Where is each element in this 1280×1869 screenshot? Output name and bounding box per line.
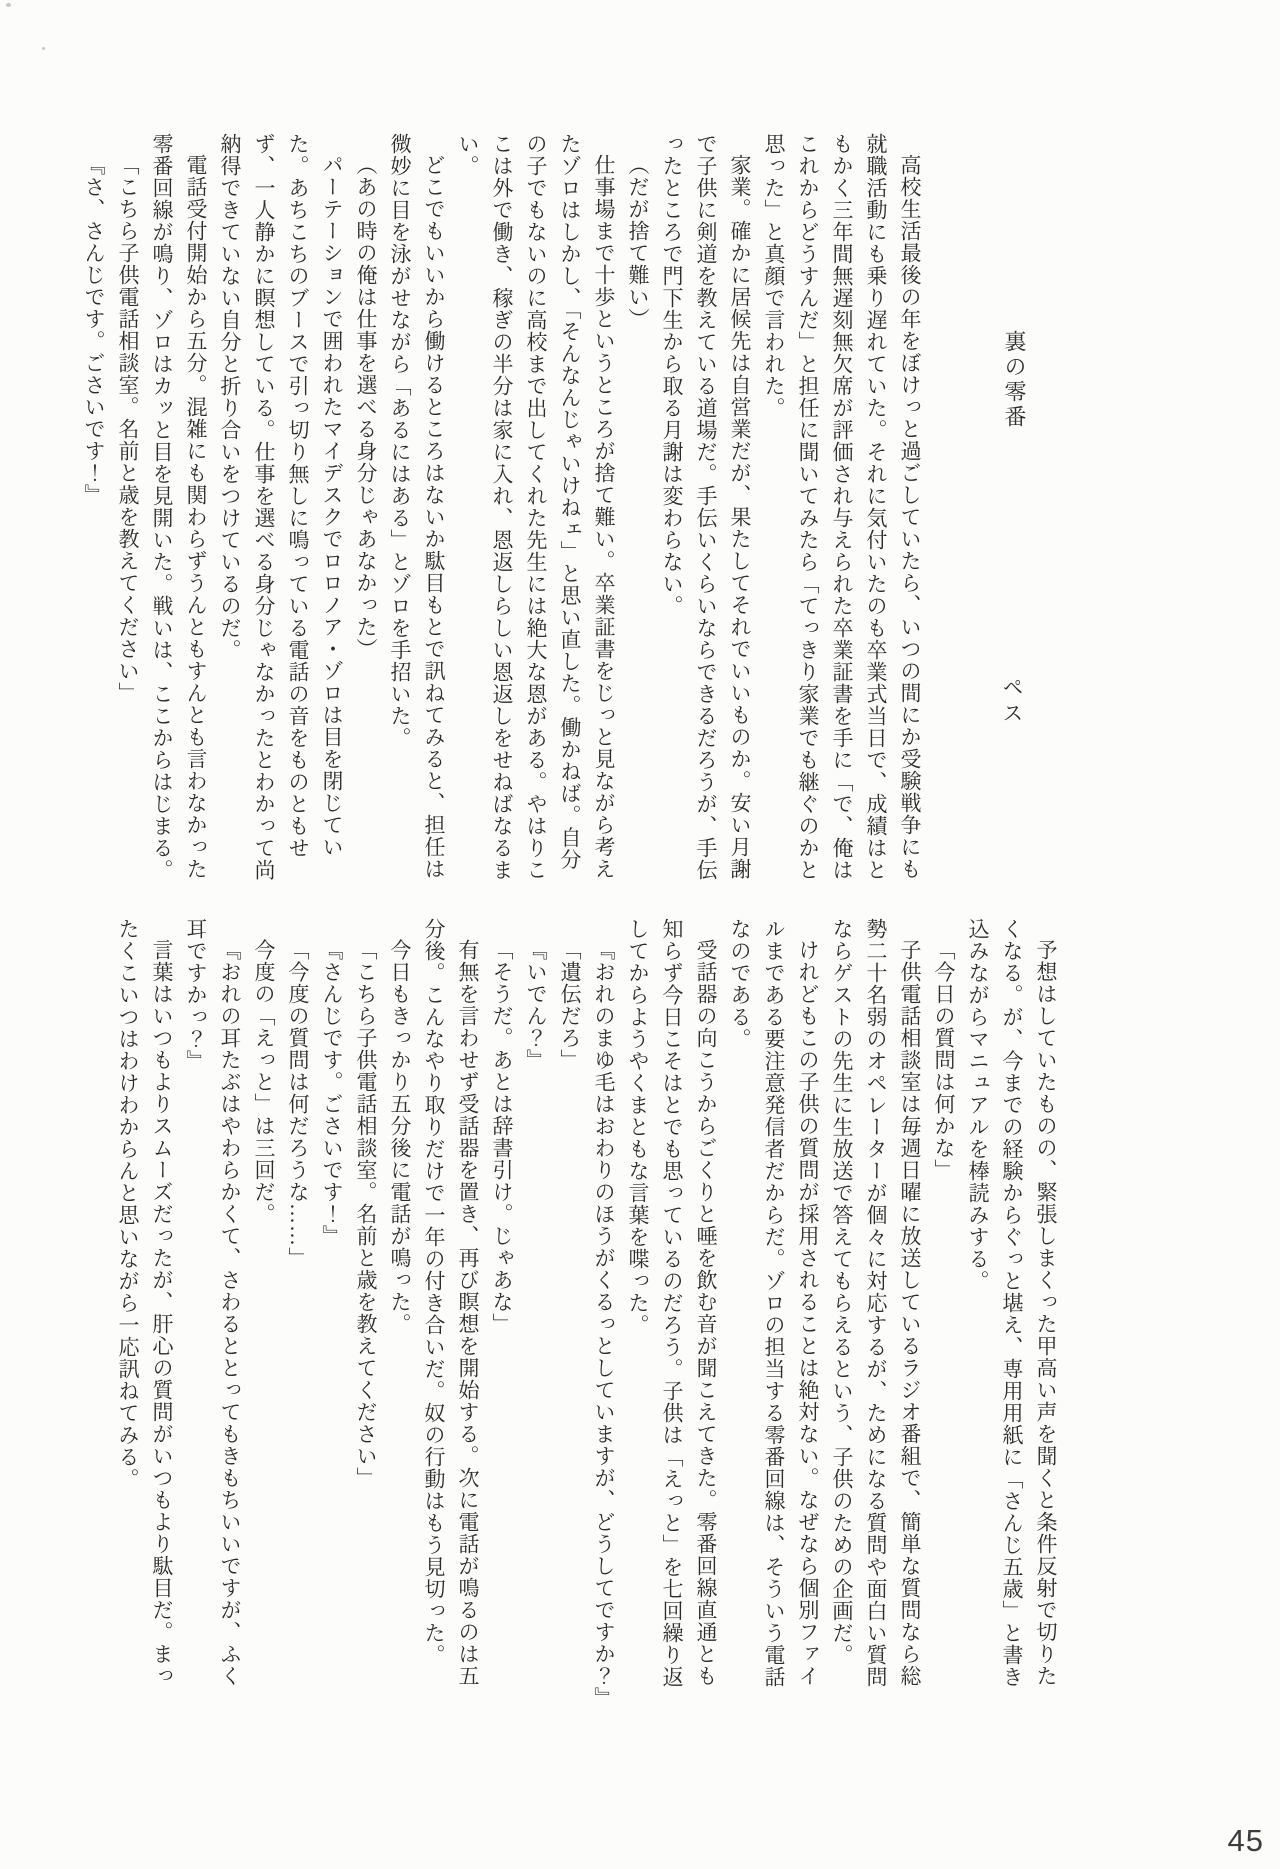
paragraph: 予想はしていたものの、緊張しまくった甲高い声を聞くと条件反射で切りたくなる。が、今までの経験からぐっと堪え、専用用紙に「さんじ五歳」と書き込みながらマニュアルを棒読みする。 — [966, 918, 1058, 1688]
scan-artifact — [6, 3, 11, 7]
text-block-top — [77, 133, 927, 885]
paragraph: 『さんじです。ごさいです！』 — [320, 939, 344, 1247]
story-author: ペス — [1000, 676, 1024, 728]
paragraph: 有無を言わせず受話器を置き、再び瞑想を開始する。次に電話が鳴るのは五分後。こんなやり取りだけで一年の付き合いだ。奴の行動はもう見切った。 — [422, 918, 480, 1687]
paragraph: 『おれの耳たぶはやわらかくて、さわるととってもきもちいいですが、ふく耳ですかっ？』 — [184, 918, 242, 1687]
paragraph: 言葉はいつもよりスムーズだったが、肝心の質問がいつもより駄目だ。まったくこいつはわけわからんと思いながら一応訊ねてみる。 — [116, 918, 174, 1687]
paragraph: パーテーションで囲われたマイデスクでロロノア・ゾロは目を閉じていた。あちこちのブースで引っ切り無しに鳴っている電話の音をものともせず、一人静かに瞑想している。仕事を選べる身分じゃなかったとわかって尚納得できていない自分と折り合いをつけているのだ。 — [218, 133, 344, 881]
paragraph: 電話受付開始から五分。混雑にも関わらずうんともすんとも言わなかった零番回線が鳴り、ゾロはカッと目を見開いた。戦いは、ここからはじまる。 — [150, 133, 208, 881]
paragraph: 「そうだ。あとは辞書引け。じゃあな」 — [490, 939, 514, 1335]
paragraph: 『おれのまゆ毛はおわりのほうがくるっとしていますが、どうしてですか？』 — [592, 939, 616, 1709]
paragraph: けれどもこの子供の質問が採用されることは絶対ない。なぜなら個別ファイルまである要注意発信者だからだ。ゾロの担当する零番回線は、そういう電話なのである。 — [728, 918, 820, 1688]
paragraph: 受話器の向こうからごくりと唾を飲む音が聞こえてきた。零番回線直通とも知らず今日こそはとでも思っているのだろう。子供は「えっと」を七回繰り返してからようやくまともな言葉を喋った。 — [626, 918, 718, 1688]
paragraph: 仕事場まで十歩というところが捨て難い。卒業証書をじっと見ながら考えたゾロはしかし、「そんなんじゃいけねェ」と思い直した。働かねば。自分の子でもないのに高校まで出してくれた先生には絶大な恩がある。やはりここは外で働き、稼ぎの半分は家に入れ、恩返しらしい恩返しをせねばなるまい。 — [456, 133, 616, 881]
paragraph: （あの時の俺は仕事を選べる身分じゃあなかった） — [354, 154, 378, 660]
paragraph: 高校生活最後の年をぼけっと過ごしていたら、いつの間にか受験戦争にも就職活動にも乗り遅れていた。それに気付いたのも卒業式当日で、成績はともかく三年間無遅刻無欠席が評価され与えられた卒業証書を手に「で、俺はこれからどうすんだ」と担任に聞いてみたら「てっきり家業でも継ぐのかと思った」と真顔で言われた。 — [762, 133, 922, 881]
paragraph: 『いでん？』 — [524, 939, 548, 1071]
paragraph: 今日もきっかり五分後に電話が鳴った。 — [388, 939, 412, 1335]
paragraph: 「今度の質問は何だろうな……」 — [286, 939, 310, 1269]
paragraph: 「遺伝だろ」 — [558, 939, 582, 1071]
story-title: 裏の零番 — [1002, 330, 1027, 430]
paragraph: どこでもいいから働けるところはないか駄目もとで訊ねてみると、担任は微妙に目を泳がせながら「あるにはある」とゾロを手招いた。 — [388, 133, 446, 880]
paragraph: 「今日の質問は何かな」 — [932, 939, 956, 1181]
paragraph: 「こちら子供電話相談室。名前と歳を教えてください」 — [116, 154, 140, 704]
paragraph: 家業。確かに居候先は自営業だが、果たしてそれでいいものか。安い月謝で子供に剣道を教えている道場だ。手伝いくらいならできるだろうが、手伝ったところで門下生から取る月謝は変わらない。 — [660, 133, 752, 881]
scan-artifact — [42, 47, 45, 50]
page-number: 45 — [1227, 1823, 1264, 1858]
paragraph: 「こちら子供電話相談室。名前と歳を教えてください」 — [354, 939, 378, 1489]
paragraph: （だが捨て難い） — [626, 154, 650, 330]
paragraph: 子供電話相談室は毎週日曜に放送しているラジオ番組で、簡単な質問なら総勢二十名弱のオペレーターが個々に対応するが、ためになる質問や面白い質問ならゲストの先生に生放送で答えてもらえるという、子供のための企画だ。 — [830, 918, 922, 1688]
paragraph: 今度の「えっと」は三回だ。 — [252, 939, 276, 1225]
paragraph: 『さ、さんじです。ごさいです！』 — [82, 154, 106, 506]
text-block-bottom — [111, 918, 1063, 1709]
